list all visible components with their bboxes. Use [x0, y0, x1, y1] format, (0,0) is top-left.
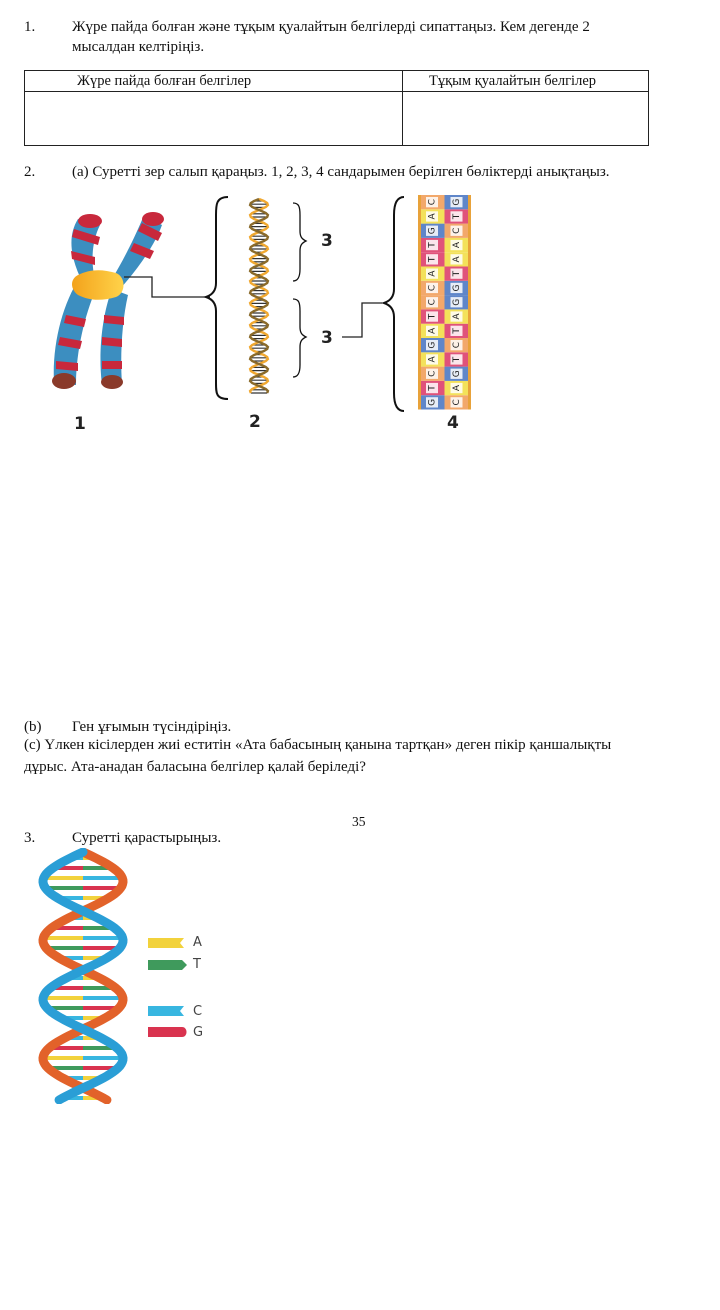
q3-text: Суретті қарастырыңыз. [72, 830, 222, 846]
base-legend [146, 932, 190, 1044]
base-sequence [418, 195, 471, 410]
base-letter: G [452, 370, 462, 378]
table-header-acquired: Жүре пайда болған белгілер [25, 71, 403, 92]
table-header-hereditary: Тұқым қуалайтын белгілер [403, 71, 649, 92]
base-letter: G [427, 398, 438, 406]
base-letter: T [427, 313, 438, 320]
figure-label-1: 1 [74, 414, 86, 434]
legend-label-g: G [193, 1025, 204, 1040]
base-letter: A [427, 213, 438, 220]
legend-arrow-c [148, 1006, 184, 1016]
base-letter: G [427, 227, 438, 235]
legend-label-a: A [193, 935, 202, 950]
base-letter: C [427, 370, 438, 377]
q1-text-line1: Жүре пайда болған және тұқым қуалайтын белгілерді сипаттаңыз. Кем дегенде 2 [72, 19, 590, 35]
q2-number: 2. [24, 164, 36, 180]
base-letter: A [452, 313, 462, 320]
base-letter: C [427, 299, 438, 306]
base-letter: T [452, 356, 462, 363]
base-letter: A [452, 256, 462, 263]
base-letter: T [427, 242, 438, 248]
page-number: 35 [352, 814, 366, 829]
q2-part-c-line1: (c) Үлкен кісілерден жиі еститін «Ата бабасының қанына тартқан» деген пікір қаншалықты [24, 737, 612, 753]
base-letter: C [427, 199, 438, 206]
base-letter: A [452, 241, 462, 249]
base-letter: G [452, 298, 462, 306]
base-letter: C [452, 342, 462, 349]
base-letter: A [452, 384, 462, 392]
chromosome-dna-figure [40, 185, 490, 445]
dna-helix-figure [28, 848, 138, 1104]
sequence-rail [418, 195, 421, 410]
base-letter: A [427, 327, 438, 334]
legend-arrow-g [148, 1027, 187, 1037]
q1-text-line2: мысалдан келтіріңіз. [72, 39, 205, 55]
q2-part-b-label: (b) [24, 719, 42, 735]
table-cell-hereditary[interactable] [403, 92, 649, 146]
base-letter: G [452, 284, 462, 292]
figure-label-4: 4 [447, 413, 459, 433]
base-letter: A [427, 356, 438, 363]
legend-label-c: C [193, 1004, 203, 1019]
q3-number: 3. [24, 830, 36, 846]
traits-table [24, 70, 649, 146]
base-letter: T [427, 385, 438, 391]
q2-part-b-text: Ген ұғымын түсіндіріңіз. [72, 719, 232, 735]
legend-arrow-a [148, 938, 184, 948]
figure-label-2: 2 [249, 412, 261, 432]
base-letter: C [427, 284, 438, 292]
base-letter: C [452, 399, 462, 406]
q1-number: 1. [24, 19, 36, 35]
sequence-rail [468, 195, 471, 410]
legend-arrow-t [148, 960, 187, 970]
base-letter: A [427, 270, 438, 277]
base-letter: T [452, 270, 462, 277]
table-cell-acquired[interactable] [25, 92, 403, 146]
base-letter: G [452, 198, 462, 206]
legend-label-t: T [193, 957, 201, 972]
base-letter: C [452, 227, 462, 234]
base-letter: T [452, 213, 462, 220]
figure-label-3-top: 3 [321, 231, 333, 251]
q2-part-a-text: (а) Суретті зер салып қараңыз. 1, 2, 3, 4 сандарымен берілген бөліктерді анықтаңыз. [72, 164, 610, 180]
figure-label-3-bottom: 3 [321, 328, 333, 348]
q2-part-c-line2: дұрыс. Ата-анадан баласына белгілер қалай беріледі? [24, 759, 366, 775]
dna-ladder [250, 199, 268, 393]
base-letter: T [427, 256, 438, 263]
base-letter: G [427, 341, 438, 349]
base-letter: T [452, 328, 462, 334]
chromosome-drawing [52, 212, 210, 389]
